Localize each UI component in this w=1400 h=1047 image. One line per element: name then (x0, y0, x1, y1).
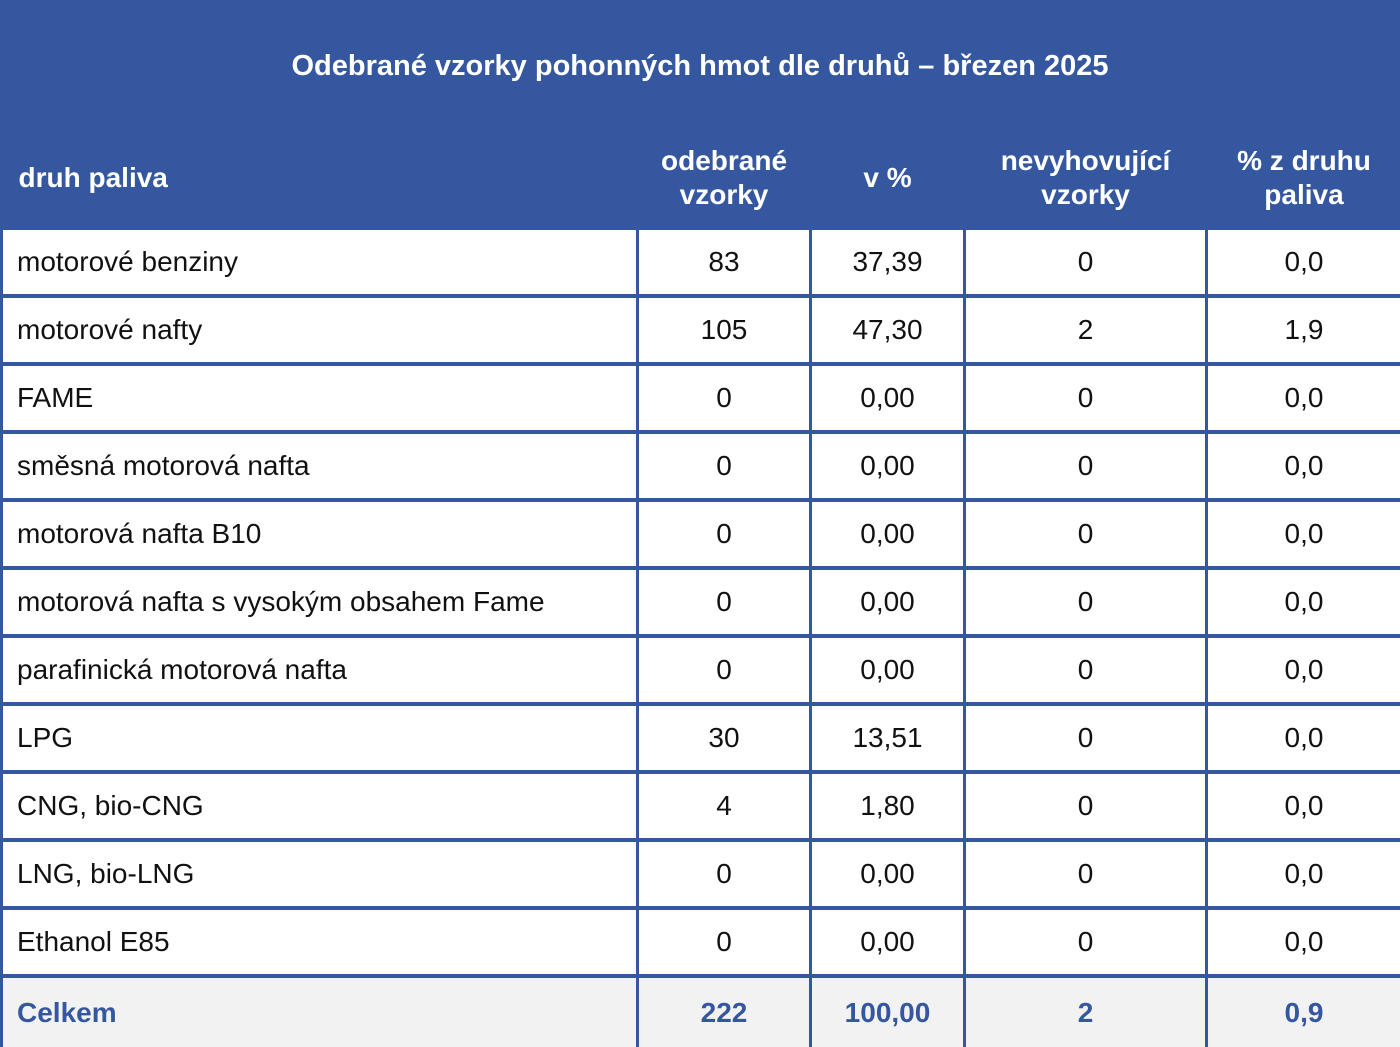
cell-pct-of-type: 0,0 (1207, 364, 1400, 432)
total-percent: 100,00 (811, 976, 965, 1047)
header-noncompliant-label: nevyhovující vzorky (1000, 145, 1171, 210)
cell-samples-taken: 4 (638, 772, 811, 840)
table-body (2, 230, 1400, 1047)
cell-pct-of-type: 0,0 (1207, 568, 1400, 636)
cell-samples-taken: 0 (638, 840, 811, 908)
cell-fuel-type: LPG (2, 704, 638, 772)
cell-percent: 0,00 (811, 364, 965, 432)
cell-pct-of-type: 0,0 (1207, 772, 1400, 840)
cell-percent: 1,80 (811, 772, 965, 840)
cell-pct-of-type: 0,0 (1207, 840, 1400, 908)
cell-noncompliant: 0 (965, 704, 1207, 772)
header-fuel-type: druh paliva (2, 126, 638, 230)
samples-table (0, 126, 1400, 1047)
cell-percent: 0,00 (811, 908, 965, 976)
cell-fuel-type: Ethanol E85 (2, 908, 638, 976)
header-noncompliant (965, 126, 1207, 230)
cell-samples-taken: 105 (638, 296, 811, 364)
table-header (2, 126, 1400, 230)
cell-samples-taken: 0 (638, 364, 811, 432)
cell-fuel-type: LNG, bio-LNG (2, 840, 638, 908)
cell-pct-of-type: 0,0 (1207, 704, 1400, 772)
header-samples-taken (638, 126, 811, 230)
table-row (2, 840, 1400, 908)
cell-samples-taken: 30 (638, 704, 811, 772)
cell-samples-taken: 0 (638, 500, 811, 568)
cell-noncompliant: 0 (965, 364, 1207, 432)
cell-noncompliant: 0 (965, 840, 1207, 908)
total-pct-of-type: 0,9 (1207, 976, 1400, 1047)
cell-noncompliant: 0 (965, 230, 1207, 296)
total-label: Celkem (2, 976, 638, 1047)
cell-noncompliant: 0 (965, 432, 1207, 500)
table-row (2, 432, 1400, 500)
cell-percent: 37,39 (811, 230, 965, 296)
table-row (2, 772, 1400, 840)
cell-fuel-type: směsná motorová nafta (2, 432, 638, 500)
cell-percent: 0,00 (811, 500, 965, 568)
cell-fuel-type: motorová nafta s vysokým obsahem Fame (2, 568, 638, 636)
header-percent: v % (811, 126, 965, 230)
cell-noncompliant: 2 (965, 296, 1207, 364)
cell-percent: 0,00 (811, 636, 965, 704)
cell-samples-taken: 0 (638, 432, 811, 500)
table-row (2, 908, 1400, 976)
table-row (2, 636, 1400, 704)
header-pct-of-type-label: % z druhu paliva (1237, 145, 1371, 210)
table-row (2, 568, 1400, 636)
header-pct-of-type (1207, 126, 1400, 230)
cell-fuel-type: motorová nafta B10 (2, 500, 638, 568)
cell-percent: 0,00 (811, 432, 965, 500)
cell-fuel-type: FAME (2, 364, 638, 432)
cell-pct-of-type: 0,0 (1207, 908, 1400, 976)
cell-samples-taken: 0 (638, 908, 811, 976)
cell-samples-taken: 0 (638, 636, 811, 704)
table-row (2, 364, 1400, 432)
cell-fuel-type: motorové benziny (2, 230, 638, 296)
cell-percent: 13,51 (811, 704, 965, 772)
total-samples: 222 (638, 976, 811, 1047)
cell-samples-taken: 83 (638, 230, 811, 296)
cell-noncompliant: 0 (965, 636, 1207, 704)
total-row (2, 976, 1400, 1047)
cell-pct-of-type: 0,0 (1207, 432, 1400, 500)
header-samples-taken-label: odebrané vzorky (660, 145, 788, 210)
cell-percent: 0,00 (811, 840, 965, 908)
cell-percent: 47,30 (811, 296, 965, 364)
cell-noncompliant: 0 (965, 772, 1207, 840)
cell-percent: 0,00 (811, 568, 965, 636)
cell-noncompliant: 0 (965, 568, 1207, 636)
table-row (2, 704, 1400, 772)
table-title: Odebrané vzorky pohonných hmot dle druhů – březen 2025 (291, 49, 1109, 82)
table-row (2, 296, 1400, 364)
cell-noncompliant: 0 (965, 500, 1207, 568)
cell-pct-of-type: 0,0 (1207, 500, 1400, 568)
cell-fuel-type: parafinická motorová nafta (2, 636, 638, 704)
cell-pct-of-type: 0,0 (1207, 636, 1400, 704)
cell-fuel-type: motorové nafty (2, 296, 638, 364)
table-row (2, 500, 1400, 568)
cell-pct-of-type: 1,9 (1207, 296, 1400, 364)
cell-pct-of-type: 0,0 (1207, 230, 1400, 296)
cell-noncompliant: 0 (965, 908, 1207, 976)
cell-fuel-type: CNG, bio-CNG (2, 772, 638, 840)
table-row (2, 230, 1400, 296)
header-row (2, 126, 1400, 230)
total-noncompliant: 2 (965, 976, 1207, 1047)
cell-samples-taken: 0 (638, 568, 811, 636)
